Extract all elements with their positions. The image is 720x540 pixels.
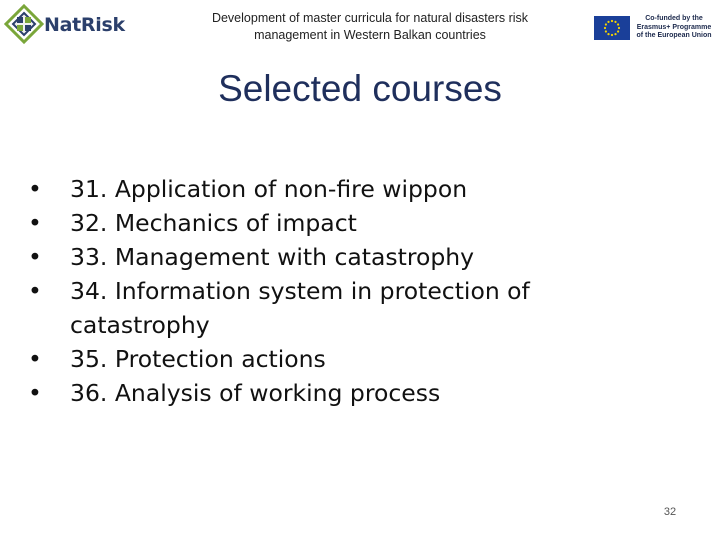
project-subtitle-line-2: management in Western Balkan countries xyxy=(254,28,486,42)
course-label: 35. Protection actions xyxy=(70,345,326,373)
bullet-icon: • xyxy=(28,175,42,203)
project-subtitle xyxy=(180,10,560,44)
logo-text: NatRisk xyxy=(44,14,125,36)
bullet-icon: • xyxy=(28,243,42,271)
natrisk-logo-icon xyxy=(4,4,44,48)
bullet-icon: • xyxy=(28,345,42,373)
list-item xyxy=(28,342,668,376)
eu-caption: Co-funded by the Erasmus+ Programme of the European Union xyxy=(636,15,712,39)
slide-title: Selected courses xyxy=(218,68,502,109)
course-label: 32. Mechanics of impact xyxy=(70,209,357,237)
eu-cofunding-badge xyxy=(594,14,712,42)
natrisk-logo xyxy=(4,4,125,48)
bullet-icon: • xyxy=(28,209,42,237)
list-item xyxy=(28,240,668,274)
course-list xyxy=(28,172,668,410)
bullet-icon: • xyxy=(28,277,42,305)
bullet-icon: • xyxy=(28,379,42,407)
course-label: 36. Analysis of working process xyxy=(70,379,441,407)
course-label: 33. Management with catastrophy xyxy=(70,243,475,271)
list-item xyxy=(28,376,668,410)
course-label: 31. Application of non-fire wippon xyxy=(70,175,468,203)
list-item xyxy=(28,172,668,206)
eu-flag-icon xyxy=(594,16,630,40)
page-number: 32 xyxy=(663,506,677,518)
list-item xyxy=(28,274,668,342)
course-label: 34. Information system in protection of catastrophy xyxy=(70,277,530,339)
list-item xyxy=(28,206,668,240)
project-subtitle-line-1: Development of master curricula for natural disasters risk xyxy=(211,11,529,25)
